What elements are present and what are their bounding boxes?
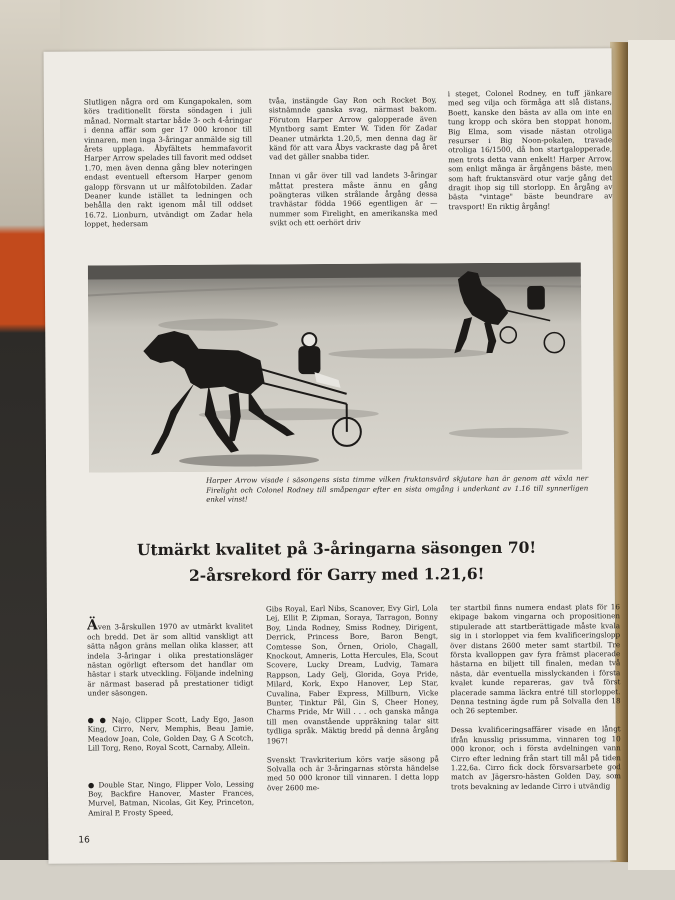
bottom-article-column-3: ter startbil finns numera endast plats för 16 ekipage bakom vingarna och propositionen stipulerade att startberättigade måste kvala sig in i storloppet via fem kvalificeringslopp över distans 2600 meter samt startbil. Tre första kvalloppen gav fyra främst placerade hästarna en biljett till finalen, medan två nästa, där eventuella misslyckanden i första kvalet kunde repareras, gav två först placerade samma läckra entré till storloppet. Denna testning ägde rum på Solvalla den 18 och 26 september. Dessa kvalificeringsaffärer visade en långt ifrån knusslig prissumma, vinnaren tog 10 000 kronor, och i första avdelningen vann Cirro efter ledning från start till mål på tiden 1.22,6a. Cirro fick dock försvarsarbete god match av Jägersro-hästen Golden Day, som trots bevakning av ledande Cirro i utvändig — [449, 602, 621, 791]
horse-list-top-tier: ● ● Najo, Clipper Scott, Lady Ego, Jason King, Cirro, Nerv, Memphis, Beau Jamie, Meadow Joan, Cole, Golden Day, G A Scotch, Lill Torg, Reno, Royal Scott, Carnaby, Allein. — [87, 714, 254, 753]
top-article-column-3: i steget, Colonel Rodney, en tuff jänkare med seg vilja och förmåga att slå distans, Boett, kanske den bästa av alla om inte en tung kropp och sköra ben stoppat honom, Big Elma, som visade nästan otroliga resurser i Big Noon-pokalen, travade otroliga 16/1500, då hon startgalopperade, men trots detta vann enkelt! Harper Arrow, som enligt många är årgångens bäste, men som haft fruktansvärd otur varje gång det dragit ihop sig till storlopp. En årgång av bästa "vintage" bäste beundrare av travsport! En riktig årgång! — [447, 88, 613, 212]
next-page-strip — [628, 40, 675, 870]
photo-caption: Harper Arrow visade i säsongens sista timme vilken fruktansvärd skjutare han är genom att växla ner Firelight och Colonel Rodney till småpengar efter en sista omgång i underkant av 1.16 till synnerligen enkel vinst! — [206, 474, 589, 504]
top-article-column-2: tvåa, instängde Gay Ron och Rocket Boy, sistnämnde ganska svag, närmast bakom. Förutom Harper Arrow galopperade även Myntborg samt Emter W. Tiden för Zadar Deaner utmärkta 1.20,5, men denna dag är känd för att vara Åbys vackraste dag på året vad det gäller snabba tider. Innan vi går över till vad landets 3-åringar måttat prestera måste ännu en gång poängteras vilken strålande årgång dessa travhästar födda 1966 egentligen är — nummer som Firelight, en amerikanska med svikt och ett oerhört driv — [268, 95, 438, 228]
bottom-article-column-2: Gibs Royal, Earl Nibs, Scanover, Evy Girl, Lola Lej, Ellit P, Zipman, Soraya, Tarragon, Bonny Boy, Linda Rodney, Smiss Rodney, Dirigent, Derrick, Princess Bore, Baron Bengt, Comtesse Son, Örnen, Oriolo, Chagall, Knockout, Amneris, Lotta Hercules, Ela, Scout Scovere, Lucky Dream, Ludvig, Tamara Rappson, Lady Gelj, Glorida, Goya Pride, Milard, Kork, Expo Hanover, Lep Star, Cuvalina, Faber Express, Millburn, Vicke Bunter, Tinktur Pål, Gin S, Cheer Honey, Charms Pride, Mr Will . . . och ganska många till men ovanstående uppräkning talar sitt tydliga språk. Mäktig bredd på denna årgång 1967! Svenskt Travkriterium körs varje säsong på Solvalla och är 3-åringarnas största händelse med 50 000 kronor till vinnaren. I detta lopp över 2600 me- — [265, 603, 439, 793]
top-article-column-1: Slutligen några ord om Kungapokalen, som körs traditionellt första söndagen i juli månad. Normalt startar både 3- och 4-åringar i denna affär som ger 17 000 kronor till vinnaren, men inga 3-åringar anmälde sig till årets upplaga. Åbyfältets hemmafavorit Harper Arrow spelades till favorit med oddset 1.70, men även denna gång blev noteringen endast eventuell eftersom Harper genom galopp försvann ut ur målfotobilden. Zadar Deaner kunde istället ta ledningen och behålla den rakt igenom mål till oddset 16.72. Lionburn, utvändigt om Zadar hela loppet, hedersam — [83, 96, 253, 229]
background-bottom — [0, 860, 675, 900]
harness-race-photo — [88, 262, 582, 472]
article-intro-text: ven 3-årskullen 1970 av utmärkt kvalitet och bredd. Det är som alltid vanskligt att sätta någon gräns mellan olika klasser, att indela 3-åringar i olika prestationsläger nästan ogörligt eftersom det handlar om hästar i stark utveckling. Följande indelning är närmast baserad på prestationer tidigt under säsongen. — [87, 621, 254, 698]
drop-cap: Ä — [86, 617, 98, 634]
headline-line-1: Utmärkt kvalitet på 3-åringarna säsongen 70! — [136, 537, 537, 560]
magazine-page — [44, 48, 621, 863]
horse-list-second-tier: ● Double Star, Ningo, Flipper Volo, Lessing Boy, Backfire Hanover, Master Frances, Murvel, Batman, Nicolas, Git Key, Princeton, Amiral P, Frosty Speed, — [87, 778, 255, 818]
bottom-article-column-1 — [87, 610, 254, 827]
article-headline — [86, 534, 586, 589]
headline-line-2: 2-årsrekord för Garry med 1.21,6! — [188, 564, 485, 585]
page-number: 16 — [78, 835, 90, 846]
race-photo-image — [88, 262, 582, 472]
